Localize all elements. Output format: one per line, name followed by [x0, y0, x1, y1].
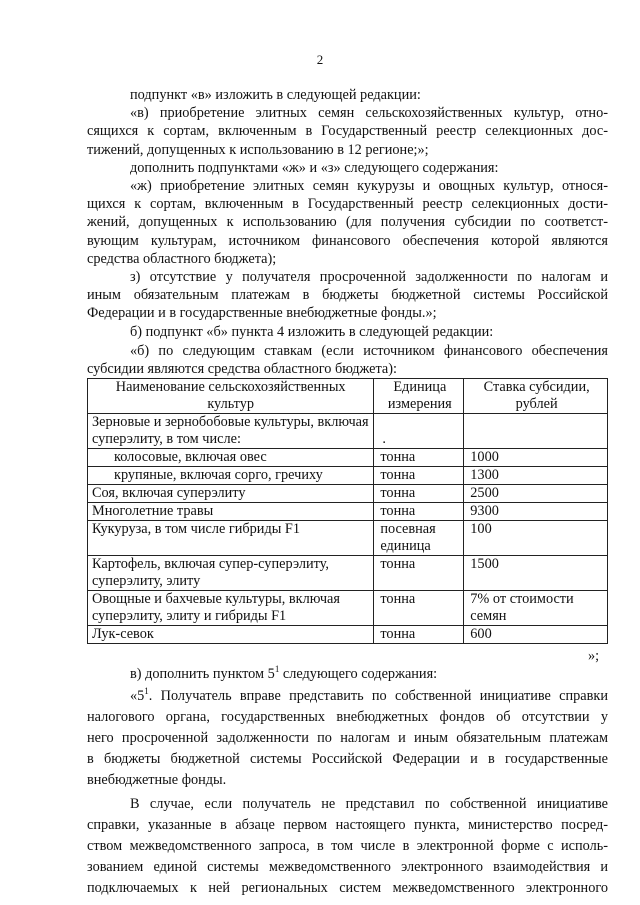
rate-cell	[464, 414, 608, 449]
rate-cell: 1500	[464, 556, 608, 591]
text-line: Федерации и в государственные внебюджетные фонды.»;	[87, 305, 437, 321]
text-line: зованием единой системы межведомственного электронного взаимодействия и	[87, 859, 608, 875]
text-line	[130, 664, 437, 685]
text-line: «в) приобретение элитных семян сельскохозяйственных культур, отно-	[130, 105, 608, 121]
crop-cell: Соя, включая суперэлиту	[88, 485, 374, 503]
para-5-prefix: «5	[130, 688, 145, 704]
text-line: в бюджеты бюджетной системы Российской Федерации и в государственные	[87, 751, 608, 767]
crop-cell: Овощные и бахчевые культуры, включая суперэлиту, элиту и гибриды F1	[88, 591, 374, 626]
crop-cell: Многолетние травы	[88, 503, 374, 521]
rate-cell: 2500	[464, 485, 608, 503]
text-line: подпункт «в» изложить в следующей редакции:	[130, 87, 421, 103]
unit-cell: тонна	[374, 467, 464, 485]
crop-cell: Кукуруза, в том числе гибриды F1	[88, 521, 374, 556]
text-line: налогового органа, государственных внебюджетных фондов об отсутствии у	[87, 709, 608, 725]
text-line	[130, 686, 608, 707]
table-row	[88, 591, 608, 626]
table-row	[88, 414, 608, 449]
page-number: 2	[316, 52, 324, 67]
text-line: него просроченной задолженности по налогам и иным обязательным платежам	[87, 730, 608, 746]
crop-cell: крупяные, включая сорго, гречиху	[88, 467, 374, 485]
text-line: щихся к сортам, включенным в Государственный реестр селекционных дости-	[87, 196, 608, 212]
text-line: иным обязательным платежам в бюджеты бюджетной системы Российской	[87, 287, 608, 303]
rate-cell: 9300	[464, 503, 608, 521]
para-v-sup: 1	[274, 664, 280, 674]
text-line: б) подпункт «б» пункта 4 изложить в следующей редакции:	[130, 324, 494, 340]
text-line: средства областного бюджета);	[87, 251, 277, 267]
text-line: «ж) приобретение элитных семян кукурузы и овощных культур, относя-	[130, 178, 608, 194]
unit-cell: тонна	[374, 591, 464, 626]
text-line: сящихся к сортам, включенным в Государственный реестр селекционных дос-	[87, 123, 608, 139]
crop-cell: Лук-севок	[88, 626, 374, 644]
text-line: ством межведомственного запроса, в том числе в электронной форме с исполь-	[87, 838, 608, 854]
para-v-prefix: в) дополнить пунктом 5	[130, 666, 275, 682]
text-line: «б) по следующим ставкам (если источником финансового обеспечения	[130, 343, 608, 359]
header-crop: Наименование сельскохозяйственных культур	[88, 379, 374, 414]
table-row	[88, 503, 608, 521]
rate-cell: 1000	[464, 449, 608, 467]
crop-cell: колосовые, включая овес	[88, 449, 374, 467]
para-5-line1: . Получатель вправе представить по собственной инициативе справки	[148, 688, 608, 704]
table-row	[88, 449, 608, 467]
header-rate: Ставка субсидии, рублей	[464, 379, 608, 414]
text-line: В случае, если получатель не представил по собственной инициативе	[130, 796, 608, 812]
para-v-suffix: следующего содержания:	[279, 666, 438, 682]
text-line: подключаемых к ней региональных систем межведомственного электронного	[87, 880, 608, 896]
crop-cell: Зерновые и зернобобовые культуры, включая суперэлиту, в том числе:	[88, 414, 374, 449]
text-line: жений, допущенных к использованию (для получения субсидии по соответст-	[87, 214, 608, 230]
text-line: вующим культурам, источником финансового обеспечения которой являются	[87, 233, 608, 249]
table-row	[88, 485, 608, 503]
unit-cell: .	[374, 414, 464, 449]
unit-cell: тонна	[374, 503, 464, 521]
table-row	[88, 521, 608, 556]
unit-cell: тонна	[374, 556, 464, 591]
text-line: субсидии являются средства областного бюджета):	[87, 361, 398, 377]
rate-cell: 1300	[464, 467, 608, 485]
table-closing-quote: »;	[588, 648, 600, 664]
text-line: дополнить подпунктами «ж» и «з» следующего содержания:	[130, 160, 499, 176]
unit-cell: тонна	[374, 626, 464, 644]
text-line: справки, указанные в абзаце первом настоящего пункта, министерство посред-	[87, 817, 608, 833]
table-header-row	[88, 379, 608, 414]
unit-cell: тонна	[374, 449, 464, 467]
unit-cell: посевная единица	[374, 521, 464, 556]
unit-cell: тонна	[374, 485, 464, 503]
rate-cell: 7% от стоимости семян	[464, 591, 608, 626]
rate-cell: 600	[464, 626, 608, 644]
header-unit: Единица измерения	[374, 379, 464, 414]
rate-cell: 100	[464, 521, 608, 556]
table-row	[88, 626, 608, 644]
text-line: внебюджетные фонды.	[87, 772, 227, 788]
subsidy-rates-table	[87, 378, 608, 644]
para-5-sup: 1	[144, 686, 149, 696]
text-line: тижений, допущенных к использованию в 12 регионе;»;	[87, 142, 429, 158]
table-row	[88, 556, 608, 591]
table-row	[88, 467, 608, 485]
text-line: з) отсутствие у получателя просроченной задолженности по налогам и	[130, 269, 608, 285]
crop-cell: Картофель, включая супер-суперэлиту, суперэлиту, элиту	[88, 556, 374, 591]
